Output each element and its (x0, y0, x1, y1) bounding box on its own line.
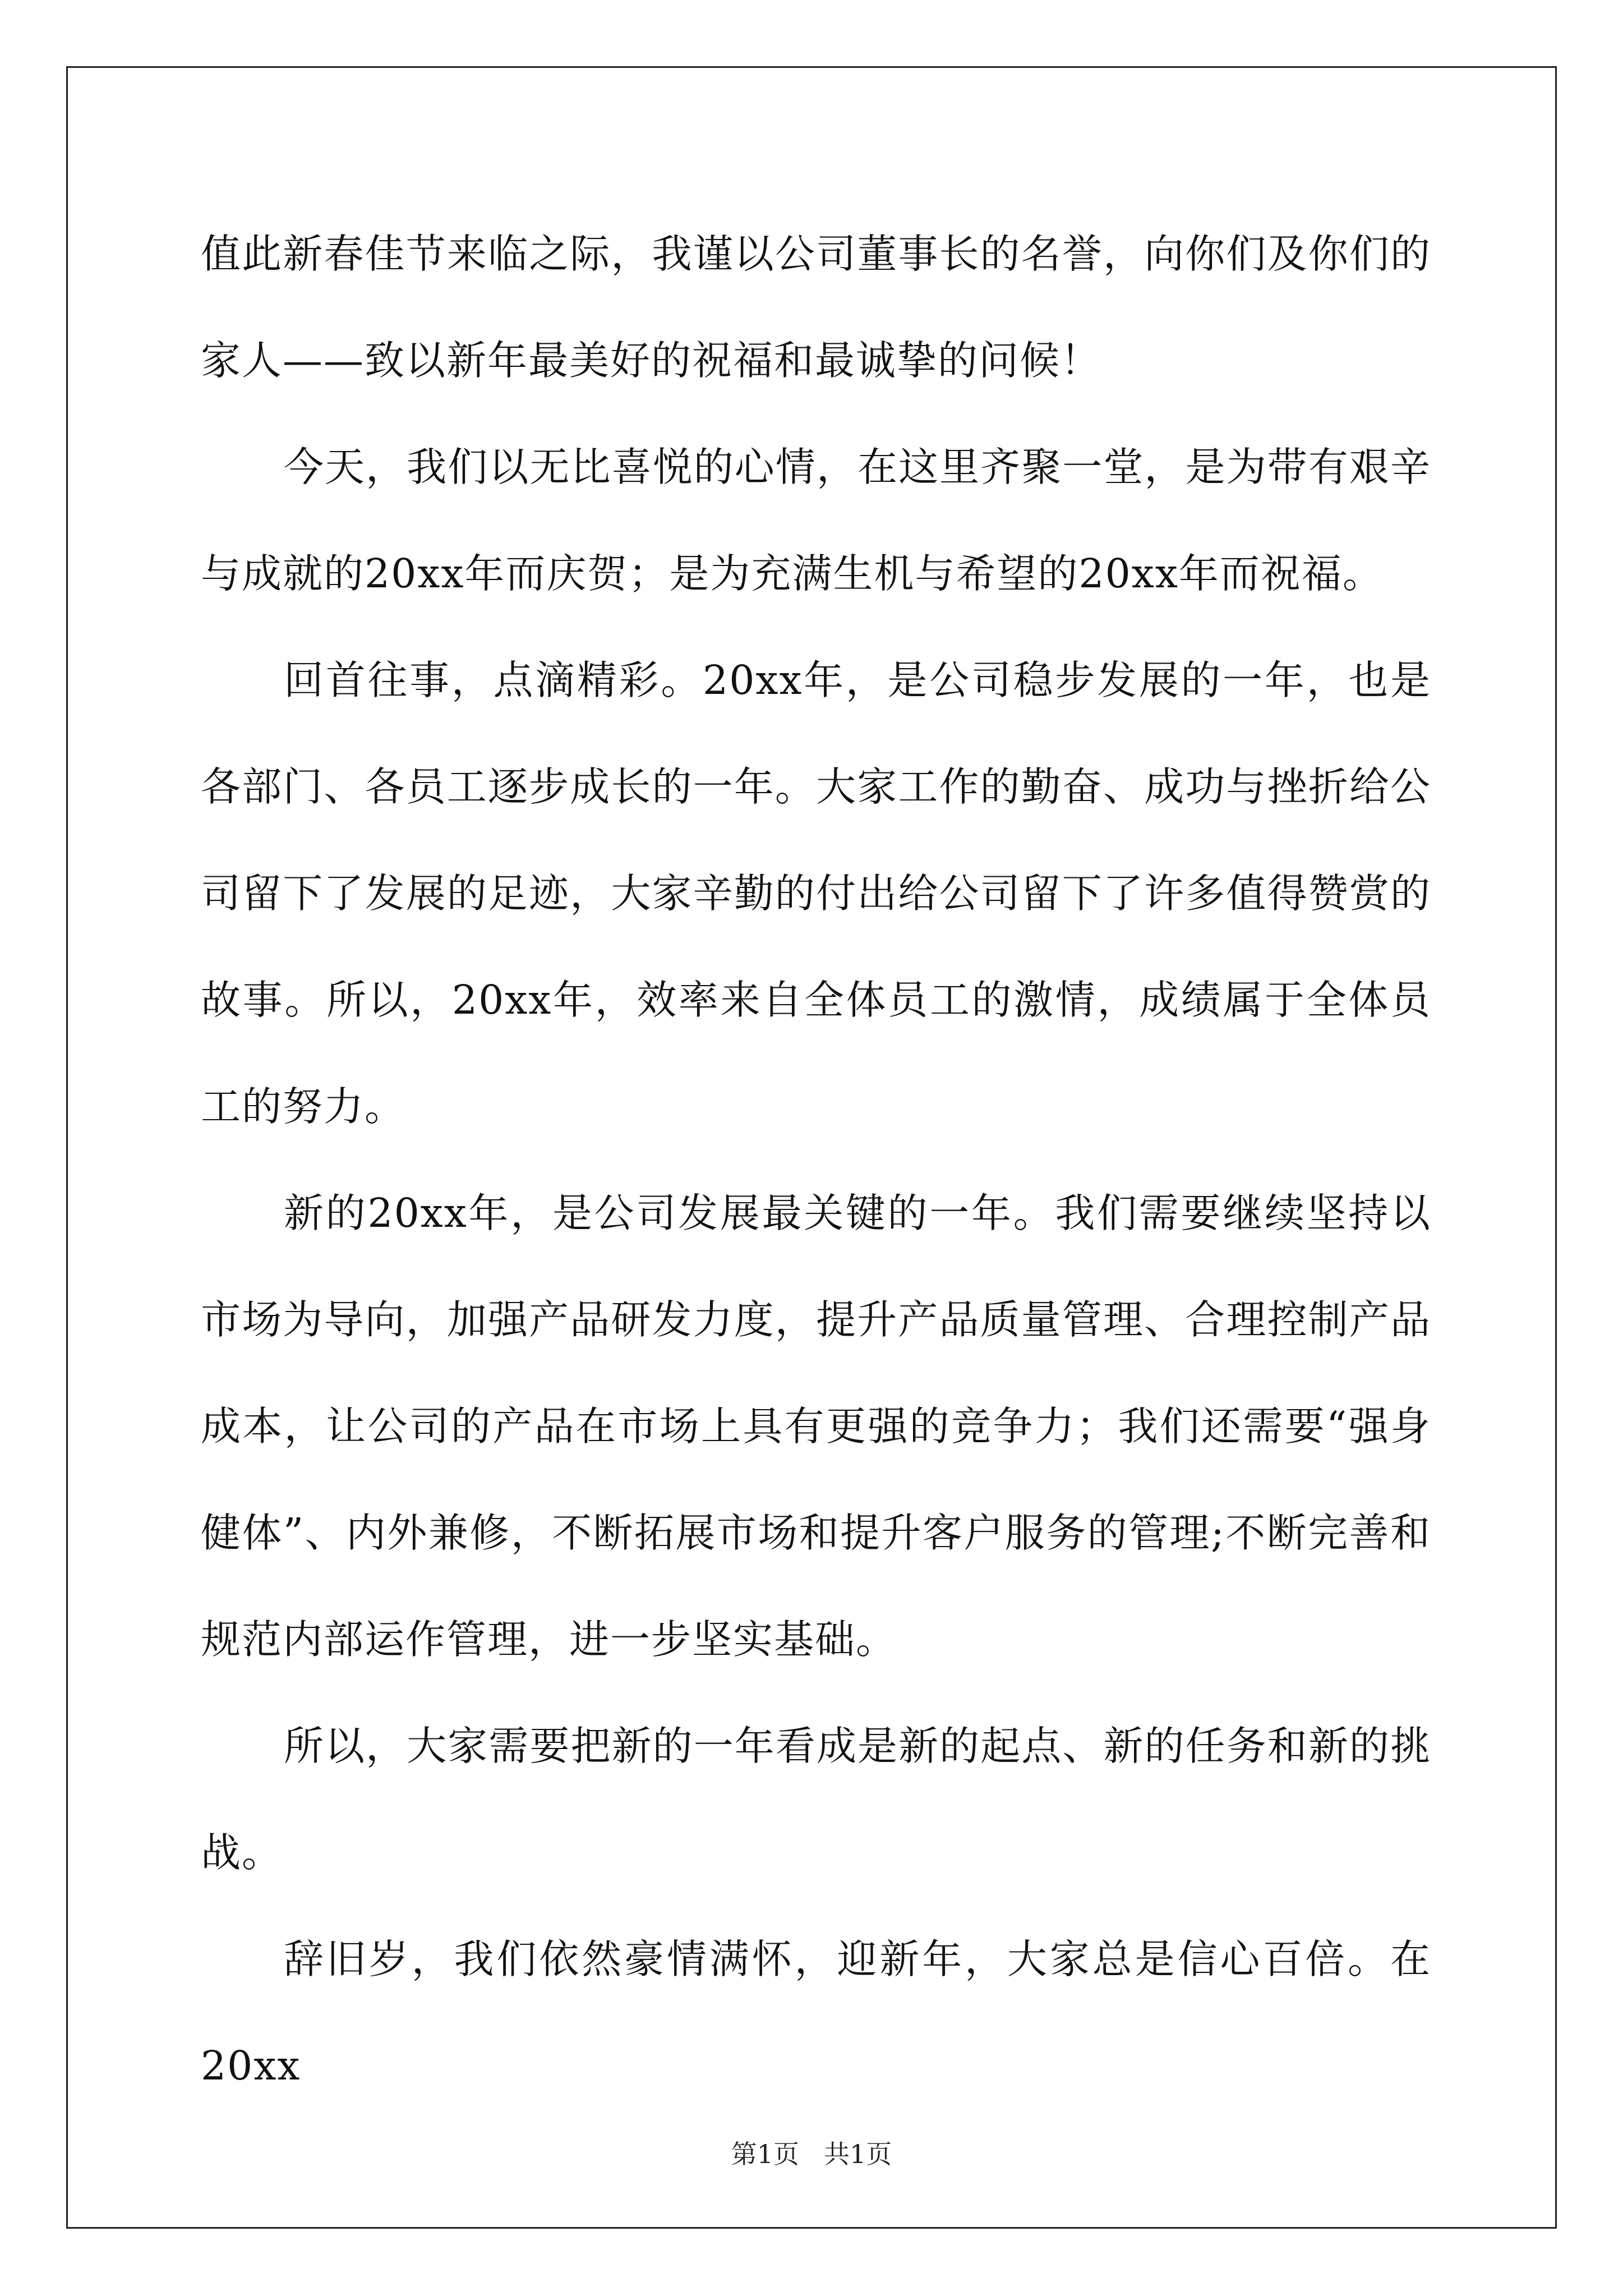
page-total: 共1页 (823, 2139, 892, 2169)
paragraph-4: 新的20xx年，是公司发展最关键的一年。我们需要继续坚持以市场为导向，加强产品研发力度，提升产品质量管理、合理控制产品成本，让公司的产品在市场上具有更强的竞争力；我们还需要“强身健体”、内外兼修，不断拓展市场和提升客户服务的管理;不断完善和规范内部运作管理，进一步坚实基础。 (201, 1190, 1431, 1663)
paragraph-1: 值此新春佳节来临之际，我谨以公司董事长的名誉，向你们及你们的家人——致以新年最美好的祝福和最诚挚的问候！ (201, 231, 1431, 384)
paragraph-6: 辞旧岁，我们依然豪情满怀，迎新年，大家总是信心百倍。在20xx (201, 1936, 1431, 2089)
document-body (201, 201, 1431, 2119)
page-number: 第1页 (731, 2139, 800, 2169)
paragraph-3: 回首往事，点滴精彩。20xx年，是公司稳步发展的一年，也是各部门、各员工逐步成长的一年。大家工作的勤奋、成功与挫折给公司留下了发展的足迹，大家辛勤的付出给公司留下了许多值得赞赏的故事。所以，20xx年，效率来自全体员工的激情，成绩属于全体员工的努力。 (201, 657, 1431, 1130)
paragraph-5: 所以，大家需要把新的一年看成是新的起点、新的任务和新的挑战。 (201, 1723, 1431, 1876)
paragraph-2: 今天，我们以无比喜悦的心情，在这里齐聚一堂，是为带有艰辛与成就的20xx年而庆贺；是为充满生机与希望的20xx年而祝福。 (201, 444, 1431, 597)
page-footer (0, 2137, 1623, 2171)
